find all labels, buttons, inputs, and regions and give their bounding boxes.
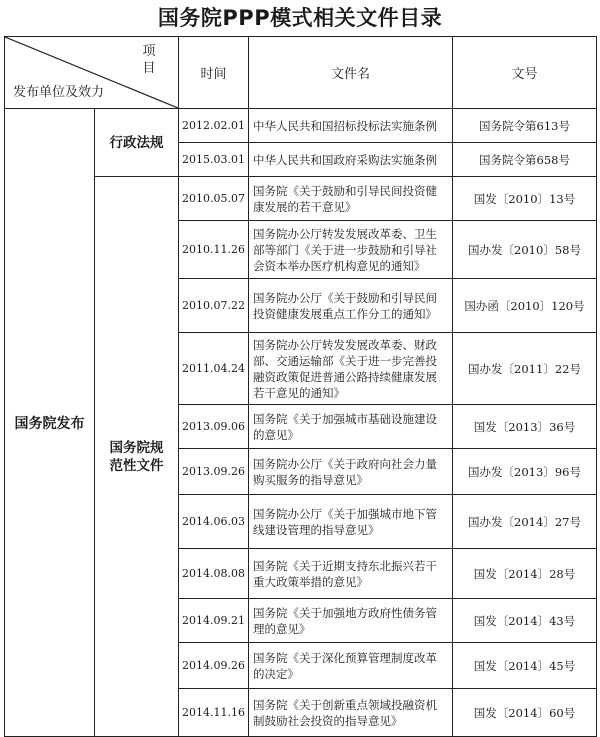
row-doc-name: 国务院《关于加强城市基础设施建设的意见》 — [249, 405, 453, 449]
row-doc-number: 国发〔2014〕45号 — [453, 643, 597, 689]
row-time: 2011.04.24 — [179, 333, 249, 405]
row-doc-number: 国发〔2014〕28号 — [453, 549, 597, 599]
row-time: 2015.03.01 — [179, 143, 249, 177]
header-time: 时间 — [179, 37, 249, 109]
row-time: 2010.11.26 — [179, 221, 249, 279]
header-doc-name: 文件名 — [249, 37, 453, 109]
row-time: 2010.05.07 — [179, 177, 249, 221]
row-doc-name: 国务院办公厅《关于政府向社会力量购买服务的指导意见》 — [249, 449, 453, 495]
issuer-cell: 国务院发布 — [5, 109, 95, 737]
row-doc-number: 国办发〔2013〕96号 — [453, 449, 597, 495]
header-item-label: 项目 — [142, 44, 156, 76]
row-doc-number: 国发〔2014〕43号 — [453, 599, 597, 643]
row-doc-name: 国务院《关于深化预算管理制度改革的决定》 — [249, 643, 453, 689]
row-doc-name: 国务院《关于近期支持东北振兴若干重大政策举措的意见》 — [249, 549, 453, 599]
row-time: 2014.11.16 — [179, 689, 249, 737]
row-doc-name: 国务院《关于鼓励和引导民间投资健康发展的若干意见》 — [249, 177, 453, 221]
row-time: 2014.09.26 — [179, 643, 249, 689]
row-doc-name: 国务院《关于创新重点领域投融资机制鼓励社会投资的指导意见》 — [249, 689, 453, 737]
row-time: 2014.08.08 — [179, 549, 249, 599]
row-doc-number: 国务院令第658号 — [453, 143, 597, 177]
row-time: 2014.06.03 — [179, 495, 249, 549]
header-row — [5, 37, 597, 109]
row-time: 2013.09.06 — [179, 405, 249, 449]
row-doc-name: 中华人民共和国政府采购法实施条例 — [249, 143, 453, 177]
row-doc-number: 国发〔2013〕36号 — [453, 405, 597, 449]
row-doc-number: 国发〔2014〕60号 — [453, 689, 597, 737]
row-time: 2012.02.01 — [179, 109, 249, 143]
row-doc-number: 国发〔2010〕13号 — [453, 177, 597, 221]
category-normative-label: 国务院规范性文件 — [109, 439, 164, 474]
row-doc-number: 国办函〔2010〕120号 — [453, 279, 597, 333]
header-issuer-label: 发布单位及效力 — [13, 85, 105, 100]
row-doc-name: 国务院《关于加强地方政府性债务管理的意见》 — [249, 599, 453, 643]
page-title: 国务院PPP模式相关文件目录 — [157, 6, 443, 30]
row-time: 2010.07.22 — [179, 279, 249, 333]
row-doc-number: 国办发〔2014〕27号 — [453, 495, 597, 549]
document-table — [4, 36, 597, 737]
row-doc-name: 国务院办公厅《关于加强城市地下管线建设管理的指导意见》 — [249, 495, 453, 549]
table-row — [5, 109, 597, 143]
category-admin-regulations: 行政法规 — [95, 109, 179, 177]
header-diagonal-cell — [5, 37, 179, 109]
row-time: 2013.09.26 — [179, 449, 249, 495]
row-doc-number: 国办发〔2011〕22号 — [453, 333, 597, 405]
row-doc-name: 中华人民共和国招标投标法实施条例 — [249, 109, 453, 143]
row-time: 2014.09.21 — [179, 599, 249, 643]
row-doc-name: 国务院办公厅转发发展改革委、卫生部等部门《关于进一步鼓励和引导社会资本举办医疗机构意见的通知》 — [249, 221, 453, 279]
header-doc-number: 文号 — [453, 37, 597, 109]
row-doc-name: 国务院办公厅转发发展改革委、财政部、交通运输部《关于进一步完善投融资政策促进普通公路持续健康发展若干意见的通知》 — [249, 333, 453, 405]
category-normative-documents — [95, 177, 179, 737]
row-doc-number: 国务院令第613号 — [453, 109, 597, 143]
row-doc-number: 国办发〔2010〕58号 — [453, 221, 597, 279]
row-doc-name: 国务院办公厅《关于鼓励和引导民间投资健康发展重点工作分工的通知》 — [249, 279, 453, 333]
